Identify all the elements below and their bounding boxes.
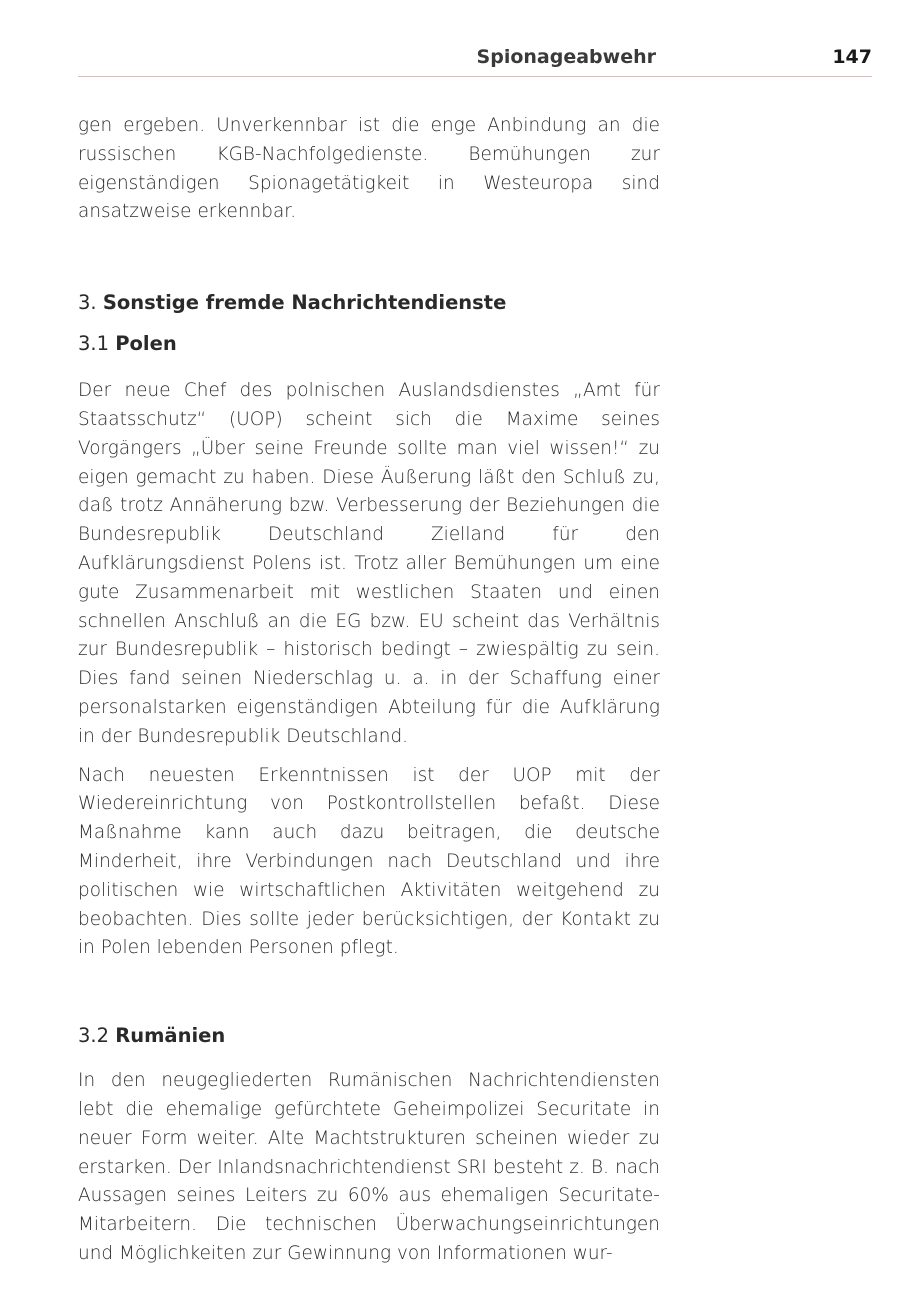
section-3-number: 3. <box>78 291 97 315</box>
polen-paragraph-2: Nach neuesten Erkenntnissen ist der UOP mit der Wiedereinrichtung von Postkontrollstellen befaßt. Diese Maßnahme kann auch dazu beitragen, die deutsche Minderheit, ihre Verbindungen nach Deutschland und ihre politischen wie wirtschaftlichen Aktivitäten weitgehend zu beobachten. Dies sollte jeder berücksichtigen, der Kontakt zu in Polen lebenden Personen pflegt. <box>78 764 660 959</box>
running-header <box>78 40 872 77</box>
page-number: 147 <box>832 46 872 68</box>
section-3-title: Sonstige fremde Nachrichtendienste <box>102 291 507 315</box>
header-section-title: Spionageabwehr <box>476 46 656 68</box>
intro-paragraph: gen ergeben. Unverkennbar ist die enge Anbindung an die russischen KGB-Nachfolgedienste. Bemühungen zur eigenständigen Spionagetätigkeit in Westeuropa sind ansatzweise erkennbar. <box>78 115 660 223</box>
section-3-1-heading <box>78 330 660 358</box>
rumaenien-paragraph-1: In den neugegliederten Rumänischen Nachrichtendiensten lebt die ehemalige gefürchtete Geheimpolizei Securitate in neuer Form weiter. Alte Machtstrukturen scheinen wieder zu erstarken. Der Inlandsnachrichtendienst SRI besteht z. B. nach Aussagen seines Leiters zu 60% aus ehemaligen Securitate-Mitarbeitern. Die technischen Überwachungseinrichtungen und Möglichkeiten zur Gewinnung von Informationen wur- <box>78 1070 660 1264</box>
section-3-2-number: 3.2 <box>78 1024 110 1048</box>
page-content <box>78 112 660 1269</box>
section-3-2-title: Rumänien <box>115 1024 226 1048</box>
section-3-heading <box>78 289 660 317</box>
section-3-2-heading <box>78 1022 660 1050</box>
section-3-1-title: Polen <box>115 332 177 356</box>
section-3-1-number: 3.1 <box>78 332 110 356</box>
polen-paragraph-1: Der neue Chef des polnischen Auslandsdienstes „Amt für Staatsschutz“ (UOP) scheint sich die Maxime seines Vorgängers „Über seine Freunde sollte man viel wissen!“ zu eigen gemacht zu haben. Diese Äußerung läßt den Schluß zu, daß trotz Annäherung bzw. Verbesserung der Beziehungen die Bundesrepublik Deutschland Zielland für den Aufklärungsdienst Polens ist. Trotz aller Bemühungen um eine gute Zusammenarbeit mit westlichen Staaten und einen schnellen Anschluß an die EG bzw. EU scheint das Verhältnis zur Bundesrepublik – historisch bedingt – zwiespältig zu sein. Dies fand seinen Niederschlag u. a. in der Schaffung einer personalstarken eigenständigen Abteilung für die Aufklärung in der Bundesrepublik Deutschland. <box>78 380 660 747</box>
